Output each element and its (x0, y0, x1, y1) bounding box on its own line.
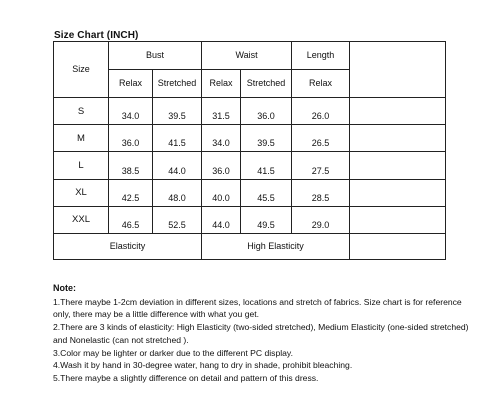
cell-length-relax: 28.5 (292, 179, 350, 206)
cell-waist-relax: 44.0 (202, 206, 241, 233)
size-label: XL (54, 179, 109, 206)
cell-waist-relax: 40.0 (202, 179, 241, 206)
elasticity-value: High Elasticity (202, 233, 350, 259)
cell-length-relax: 26.5 (292, 125, 350, 152)
empty-cell (350, 98, 446, 125)
note-item: 4.Wash it by hand in 30-degree water, hang to dry in shade, prohibit bleaching. (53, 360, 353, 371)
cell-bust-stretched: 41.5 (153, 125, 202, 152)
cell-length-relax: 27.5 (292, 152, 350, 179)
empty-cell (350, 152, 446, 179)
cell-waist-stretched: 45.5 (241, 179, 292, 206)
cell-bust-relax: 36.0 (109, 125, 153, 152)
subheader-waist-relax: Relax (202, 70, 241, 98)
empty-cell (350, 125, 446, 152)
note-item: 3.Color may be lighter or darker due to the different PC display. (53, 347, 293, 358)
cell-bust-stretched: 44.0 (153, 152, 202, 179)
notes-heading: Note: (53, 283, 76, 293)
empty-cell (350, 206, 446, 233)
cell-bust-stretched: 48.0 (153, 179, 202, 206)
table-row (54, 152, 446, 179)
table-row (54, 179, 446, 206)
size-label: M (54, 125, 109, 152)
group-header-length: Length (292, 42, 350, 70)
size-label: L (54, 152, 109, 179)
table-row (54, 125, 446, 152)
page-title: Size Chart (INCH) (54, 30, 139, 41)
cell-length-relax: 26.0 (292, 98, 350, 125)
subheader-bust-relax: Relax (109, 70, 153, 98)
note-item: 5.There maybe a slightly difference on detail and pattern of this dress. (53, 372, 319, 383)
cell-bust-relax: 42.5 (109, 179, 153, 206)
empty-header-cell (350, 42, 446, 98)
cell-waist-stretched: 36.0 (241, 98, 292, 125)
elasticity-row (54, 233, 446, 259)
size-label: XXL (54, 206, 109, 233)
cell-waist-relax: 34.0 (202, 125, 241, 152)
empty-cell (350, 233, 446, 259)
cell-waist-stretched: 39.5 (241, 125, 292, 152)
elasticity-label: Elasticity (54, 233, 202, 259)
size-chart-table (53, 41, 446, 260)
cell-waist-stretched: 41.5 (241, 152, 292, 179)
group-header-waist: Waist (202, 42, 292, 70)
table-row (54, 206, 446, 233)
size-label: S (54, 98, 109, 125)
subheader-waist-stretched: Stretched (241, 70, 292, 98)
note-item: 2.There are 3 kinds of elasticity: High Elasticity (two-sided stretched), Medium Elasticity (one-sided stretched) and Nonelastic (can not stretched ). (53, 322, 469, 345)
notes-section (53, 282, 473, 385)
size-header: Size (54, 42, 109, 98)
subheader-bust-stretched: Stretched (153, 70, 202, 98)
cell-bust-stretched: 39.5 (153, 98, 202, 125)
group-header-bust: Bust (109, 42, 202, 70)
empty-cell (350, 179, 446, 206)
cell-bust-relax: 46.5 (109, 206, 153, 233)
cell-length-relax: 29.0 (292, 206, 350, 233)
header-row (54, 42, 446, 70)
cell-waist-stretched: 49.5 (241, 206, 292, 233)
cell-bust-relax: 38.5 (109, 152, 153, 179)
cell-waist-relax: 31.5 (202, 98, 241, 125)
note-item: 1.There maybe 1-2cm deviation in different sizes, locations and stretch of fabrics. Size chart is for reference only, there may be a little difference with what you get. (53, 296, 462, 320)
table-row (54, 98, 446, 125)
subheader-length-relax: Relax (292, 70, 350, 98)
cell-waist-relax: 36.0 (202, 152, 241, 179)
cell-bust-stretched: 52.5 (153, 206, 202, 233)
cell-bust-relax: 34.0 (109, 98, 153, 125)
